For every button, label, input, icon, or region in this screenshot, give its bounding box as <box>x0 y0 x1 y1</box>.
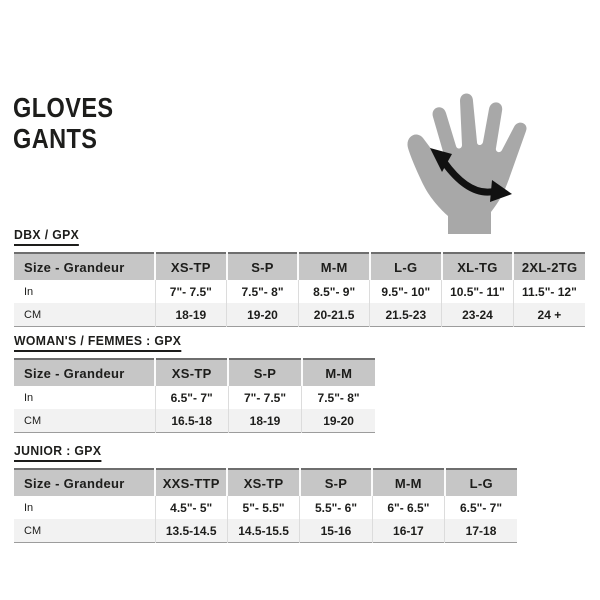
size-value: 13.5-14.5 <box>155 519 227 543</box>
header-row <box>14 253 585 280</box>
header-cell-size: XS-TP <box>227 469 299 496</box>
header-cell-size: M-M <box>302 359 375 386</box>
size-value: 6"- 6.5" <box>372 496 444 519</box>
table-row <box>14 280 585 303</box>
header-cell-size: S-P <box>227 253 299 280</box>
size-value: 19-20 <box>302 409 375 433</box>
table-row <box>14 303 585 327</box>
table-row <box>14 496 517 519</box>
size-value: 6.5"- 7" <box>445 496 517 519</box>
size-value: 20-21.5 <box>298 303 370 327</box>
header-cell-size: XL-TG <box>442 253 514 280</box>
page-title-line-gloves: GLOVES <box>13 92 114 123</box>
size-value: 16.5-18 <box>155 409 228 433</box>
size-value: 7"- 7.5" <box>155 280 227 303</box>
row-label: CM <box>24 308 42 321</box>
header-cell-size-grandeur: Size - Grandeur <box>14 253 155 280</box>
size-value: 5.5"- 6" <box>300 496 372 519</box>
size-value: 5"- 5.5" <box>227 496 299 519</box>
size-value: 9.5"- 10" <box>370 280 442 303</box>
header-cell-size: XXS-TTP <box>155 469 227 496</box>
header-row <box>14 469 517 496</box>
header-cell-size: S-P <box>228 359 301 386</box>
table-title-junior-gpx: JUNIOR : GPX <box>14 443 101 462</box>
page-title-line-gants: GANTS <box>13 123 98 154</box>
header-cell-size-grandeur: Size - Grandeur <box>14 469 155 496</box>
size-value: 8.5"- 9" <box>298 280 370 303</box>
size-value: 16-17 <box>372 519 444 543</box>
header-cell-size: M-M <box>372 469 444 496</box>
size-value: 18-19 <box>155 303 227 327</box>
header-cell-size: XS-TP <box>155 359 228 386</box>
size-table-junior-gpx <box>14 468 517 543</box>
header-cell-size: L-G <box>370 253 442 280</box>
size-value: 10.5"- 11" <box>442 280 514 303</box>
size-value: 11.5"- 12" <box>513 280 585 303</box>
size-value: 14.5-15.5 <box>227 519 299 543</box>
header-cell-size: XS-TP <box>155 253 227 280</box>
row-label: In <box>24 391 34 404</box>
table-row <box>14 409 375 433</box>
size-value: 6.5"- 7" <box>155 386 228 409</box>
size-value: 15-16 <box>300 519 372 543</box>
size-value: 19-20 <box>227 303 299 327</box>
table-row <box>14 386 375 409</box>
size-value: 24 + <box>513 303 585 327</box>
header-cell-size: 2XL-2TG <box>513 253 585 280</box>
row-label: In <box>24 285 34 298</box>
table-section-junior-gpx <box>14 442 517 543</box>
size-value: 21.5-23 <box>370 303 442 327</box>
size-value: 18-19 <box>228 409 301 433</box>
table-row <box>14 519 517 543</box>
header-cell-size: M-M <box>298 253 370 280</box>
table-title-womans-gpx: WOMAN'S / FEMMES : GPX <box>14 333 181 352</box>
row-label: CM <box>24 524 42 537</box>
header-cell-size: S-P <box>300 469 372 496</box>
size-value: 17-18 <box>445 519 517 543</box>
size-value: 7"- 7.5" <box>228 386 301 409</box>
header-cell-size-grandeur: Size - Grandeur <box>14 359 155 386</box>
table-section-womans-gpx <box>14 332 375 433</box>
size-value: 23-24 <box>442 303 514 327</box>
hand-measure-icon <box>396 86 560 234</box>
table-title-dbx-gpx: DBX / GPX <box>14 227 79 246</box>
size-table-womans-gpx <box>14 358 375 433</box>
row-label: CM <box>24 414 42 427</box>
size-value: 7.5"- 8" <box>302 386 375 409</box>
hand-measure-svg <box>396 86 560 234</box>
size-table-dbx-gpx <box>14 252 585 327</box>
page-title <box>13 92 114 154</box>
row-label: In <box>24 501 34 514</box>
size-value: 7.5"- 8" <box>227 280 299 303</box>
table-section-dbx-gpx <box>14 226 585 327</box>
size-value: 4.5"- 5" <box>155 496 227 519</box>
header-row <box>14 359 375 386</box>
header-cell-size: L-G <box>445 469 517 496</box>
